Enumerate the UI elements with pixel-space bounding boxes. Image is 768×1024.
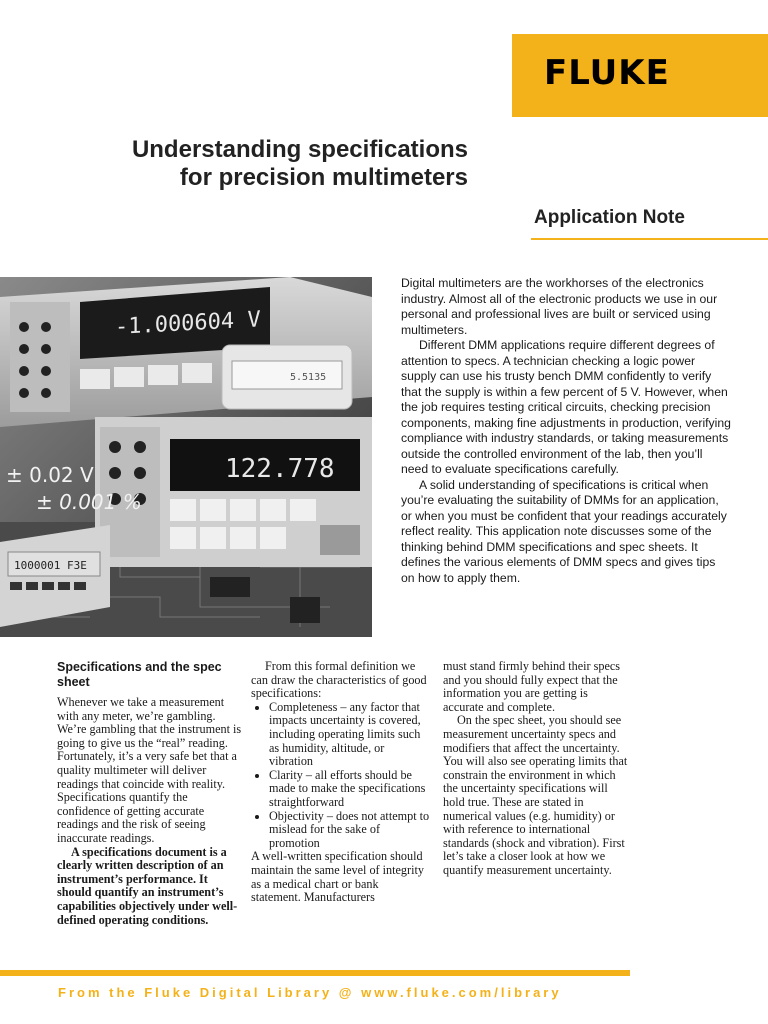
meter-small-readout: 5.5135 xyxy=(290,372,327,383)
intro-paragraph: Digital multimeters are the workhorses of the electronics industry. Almost all of the electronic products we use in our personal and professional lives are built or serviced using multimeters. xyxy=(401,276,718,337)
body-paragraph: On the spec sheet, you should see measurement uncertainty specs and modifiers that affect the uncertainty. You will also see operating limits that constrain the environment in which the uncertainty specifications will hold true. These are stated in numerical values (e.g. humidity) or with reference to international standards (shock and vibration). First let’s take a closer look at how we quantify measurement uncertainty. xyxy=(443,713,628,877)
intro-text xyxy=(401,276,731,586)
characteristics-list xyxy=(251,701,431,851)
title-line-2: for precision multimeters xyxy=(179,164,468,191)
meter-2-readout: 122.778 xyxy=(225,454,335,484)
page-title xyxy=(132,136,468,192)
body-column-3 xyxy=(443,660,631,878)
body-paragraph: From this formal definition we can draw the characteristics of good specifications: xyxy=(251,659,427,701)
body-paragraph: Whenever we take a measurement with any meter, we’re gambling. We’re gambling that the instrument is going to give us the “real” reading. Fortunately, it’s a very safe bet that a quality multimeter will deliver readings that coincide with reality. Specifications quantify the confidence of getting accurate readings and the risk of seeing inaccurate readings. xyxy=(57,695,242,845)
overlay-spec-2: ± 0.001 % xyxy=(36,490,142,514)
body-paragraph: A well-written specification should maintain the same level of integrity as a medical chart or bank statement. Manufacturers xyxy=(251,849,424,905)
document-type-label: Application Note xyxy=(534,207,685,228)
list-item: • Clarity – all efforts should be made to make the specifications straightforward xyxy=(269,769,431,810)
section-heading: Specifications and the spec sheet xyxy=(57,660,222,689)
list-item: • Completeness – any factor that impacts uncertainty is covered, including operating limits such as humidity, altitude, or vibration xyxy=(269,701,431,769)
meter-1-readout: -1.000604 V xyxy=(115,307,261,340)
list-item: • Objectivity – does not attempt to mislead for the sake of promotion xyxy=(269,810,431,851)
brand-logo-box xyxy=(512,34,768,117)
footer-divider xyxy=(0,970,630,976)
body-paragraph: must stand firmly behind their specs and you should fully expect that the information you are getting is accurate and complete. xyxy=(443,659,621,714)
overlay-spec-1: ± 0.02 V xyxy=(6,463,94,487)
header-divider xyxy=(531,238,768,240)
bench-meter-readout: 1000001 F3E xyxy=(14,559,87,572)
body-column-2 xyxy=(251,660,431,905)
meter-small xyxy=(222,345,352,409)
fluke-logo: FLUKE xyxy=(544,53,670,93)
multimeter-photo xyxy=(0,277,372,637)
intro-paragraph: Different DMM applications require different degrees of attention to specs. A technician checking a logic power supply can use his trusty bench DMM confidently to verify that the supply is within a few percent of 5 V. However, when the job requires testing critical circuits, checking precision components, making fine adjustments in production, verifying compliance with industry standards, or taking measurements outside the controlled environment of the lab, then you’ll need to evaluate specifications carefully. xyxy=(401,338,731,476)
body-paragraph-bold: A specifications document is a clearly written description of an instrument’s performance. It should quantify an instrument’s capabilities objectively under well-defined operating conditions. xyxy=(57,844,238,927)
footer-library-link[interactable]: From the Fluke Digital Library @ www.fluke.com/library xyxy=(58,985,562,1000)
intro-paragraph: A solid understanding of specifications is critical when you’re evaluating the suitability of DMMs for an application, or when you must be confident that your readings accurately reflect reality. This application note discusses some of the thinking behind DMM specifications and spec sheets. It defines the various elements of DMM specs and gives tips on how to apply them. xyxy=(401,477,727,585)
title-line-1: Understanding specifications xyxy=(131,136,468,163)
body-column-1 xyxy=(57,660,243,927)
